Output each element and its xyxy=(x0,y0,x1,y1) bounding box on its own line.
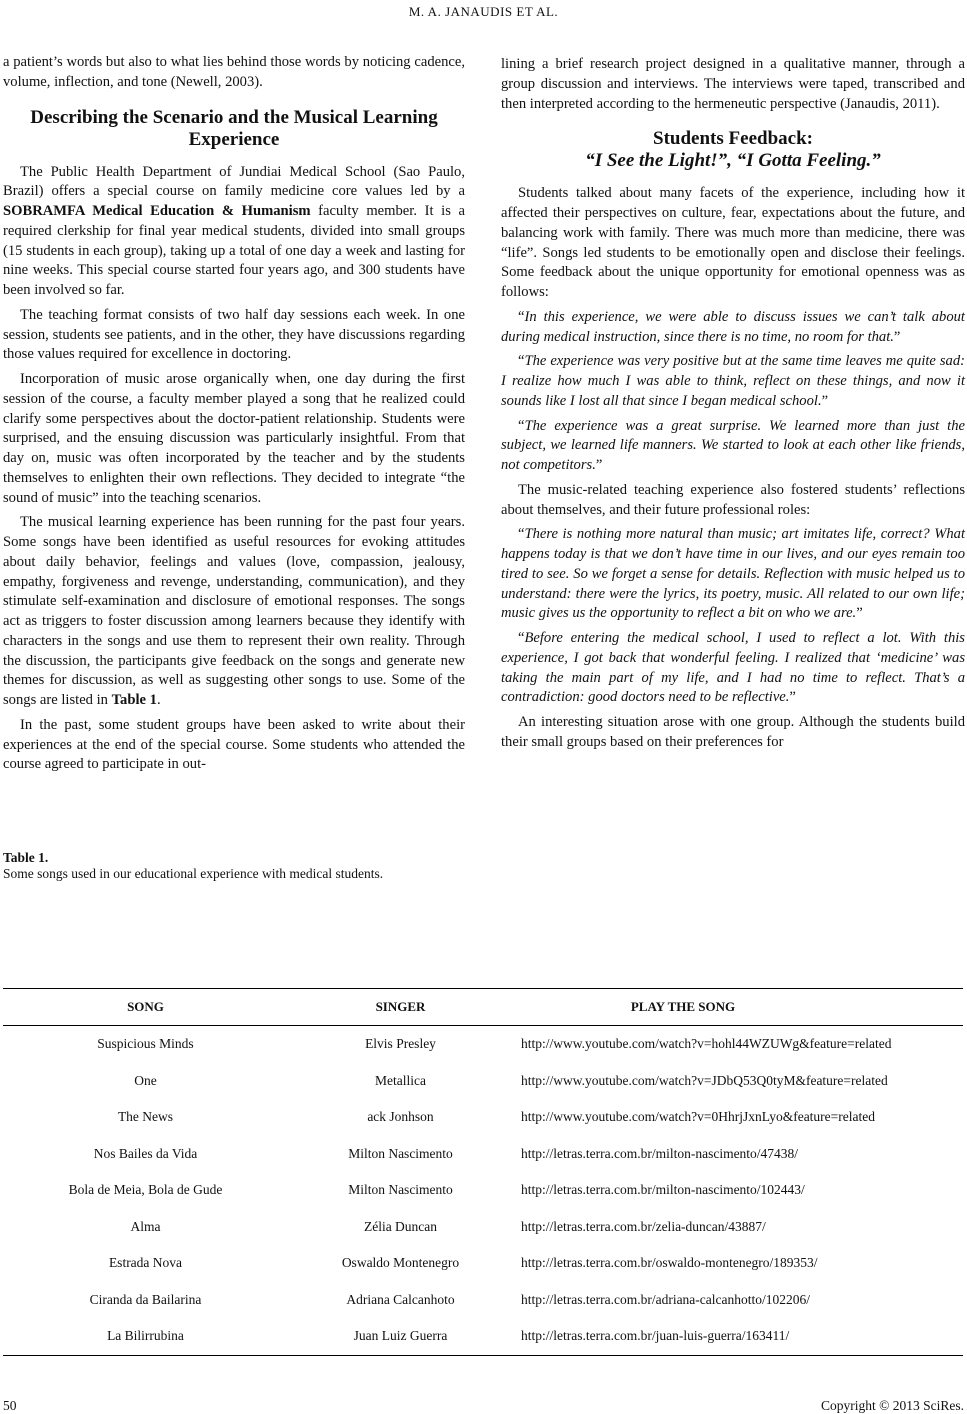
text-run: a patient’s words but also to what lies behind those words by noticing cadence, volume, inflection, and tone (Newell, 2003). xyxy=(3,54,465,90)
url-cell: http://letras.terra.com.br/zelia-duncan/43887/ xyxy=(521,1218,766,1234)
paragraph xyxy=(501,308,965,348)
text-run: ” xyxy=(893,328,901,345)
url-cell: http://letras.terra.com.br/juan-luis-guerra/163411/ xyxy=(521,1328,790,1344)
paragraph xyxy=(3,513,465,711)
url-cell: http://letras.terra.com.br/milton-nascimento/102443/ xyxy=(521,1182,805,1198)
text-run: “ xyxy=(518,526,525,543)
text-run: lining a brief research project designed in a qualitative manner, through a group discussion and interviews. The interviews were taped, transcribed and then interpreted according to the hermeneutic perspective (Janaudis, 2011). xyxy=(501,56,965,112)
left-column xyxy=(3,53,465,780)
text-run: Incorporation of music arose organically when, one day during the first session of the course, a faculty member played a song that he realized could clarify some perspectives about the doctor-patient relationship. Students were surprised, and the ensuing discussion was particularly insightful. From that day on, music was often incorporated by the teacher and by the students themselves to enlighten their own reflections. They decided to integrate “the sound of music” into the teaching scenarios. xyxy=(3,371,465,506)
table-row xyxy=(3,1318,963,1355)
text-run: Students Feedback: xyxy=(653,128,813,150)
table-label: Table 1. xyxy=(3,850,49,865)
url-cell: http://letras.terra.com.br/oswaldo-montenegro/189353/ xyxy=(521,1255,818,1271)
text-run: “I See the Light!”, “I Gotta Feeling.” xyxy=(585,150,881,172)
paragraph xyxy=(3,306,465,365)
section-heading xyxy=(3,107,465,151)
text-run: The experience was very positive but at the same time leaves me quite sad: I realize how much I was able to think, reflect on these things, and now it sounds like I lost all that since I began medical school. xyxy=(501,353,965,409)
text-run: ” xyxy=(821,392,829,409)
singer-cell: Zélia Duncan xyxy=(363,1218,438,1234)
table-row xyxy=(3,1209,963,1246)
text-run: ” xyxy=(789,689,796,706)
text-run: Describing the Scenario and the Musical Learning Experience xyxy=(30,106,438,150)
song-cell: Estrada Nova xyxy=(108,1255,183,1271)
paragraph xyxy=(501,481,965,521)
song-cell: La Bilirrubina xyxy=(107,1328,184,1344)
text-run: faculty member. It is a required clerkship for final year medical students, divided into small groups (15 students in each group), taking up a total of one day a week and lasting for nine weeks. This special course started four years ago, and 300 students have been involved so far. xyxy=(3,203,465,298)
url-cell: http://www.youtube.com/watch?v=hohl44WZUWg&feature=related xyxy=(521,1036,892,1052)
table-row xyxy=(3,1245,963,1282)
table-row xyxy=(3,1172,963,1209)
table-row xyxy=(3,1136,963,1173)
singer-cell: ack Jonhson xyxy=(367,1109,434,1125)
paragraph xyxy=(501,352,965,411)
song-cell: The News xyxy=(117,1109,174,1125)
text-run: An interesting situation arose with one group. Although the students build their small groups based on their preferences for xyxy=(501,714,965,750)
singer-cell: Juan Luiz Guerra xyxy=(353,1328,448,1344)
singer-cell: Oswaldo Montenegro xyxy=(341,1255,460,1271)
paragraph xyxy=(501,525,965,624)
singer-cell: Milton Nascimento xyxy=(348,1145,453,1161)
text-run: “ xyxy=(518,308,525,325)
paragraph xyxy=(3,163,465,301)
text-run: “ xyxy=(518,353,525,370)
text-run: Table 1 xyxy=(111,692,157,708)
singer-cell: Metallica xyxy=(375,1072,426,1088)
text-run: “ xyxy=(518,630,525,646)
song-cell: Ciranda da Bailarina xyxy=(89,1291,202,1307)
paragraph xyxy=(3,716,465,775)
paragraph xyxy=(3,53,465,93)
text-run: There is nothing more natural than music; art imitates life, correct? What happens today is that we don’t have time in our lives, and our eyes remain too tired to see. So we forget a sense for details. Reflection with music helped us to understand: there were the lyrics, its poetry, music. All related to our own life; music gives us the opportunity to reflect a bit on who we are. xyxy=(501,526,965,622)
table-row xyxy=(3,1026,963,1063)
table-row xyxy=(3,1063,963,1100)
page-number: 50 xyxy=(3,1398,17,1413)
text-run: In the past, some student groups have been asked to write about their experiences at the end of the special course. Some students who attended the course agreed to participate in out- xyxy=(3,716,465,773)
table-row xyxy=(3,1282,963,1319)
song-cell: Bola de Meia, Bola de Gude xyxy=(68,1182,223,1198)
text-run: SOBRAMFA Medical Education & Humanism xyxy=(3,203,311,219)
copyright: Copyright © 2013 SciRes. xyxy=(820,1398,964,1413)
singer-cell: Elvis Presley xyxy=(365,1036,436,1052)
song-cell: One xyxy=(134,1072,157,1088)
table-header-row xyxy=(3,989,963,1026)
paragraph xyxy=(3,370,465,508)
table-caption-text: Some songs used in our educational experience with medical students. xyxy=(3,866,384,881)
section-heading xyxy=(501,128,965,172)
text-run: The musical learning experience has been running for the past four years. Some songs have been identified as useful resources for evoking attitudes about daily behavior, feelings and values (love, compassion, jealousy, empathy, forgiveness and revenge, understanding, communication), and they stimulate self-examination and disclosure of emotional responses. The songs act as triggers to foster discussion among learners because they identify with characters in the songs and use them to represent their own reality. Through the discussion, the participants give feedback on the songs and generate new themes for discussion, as well as suggesting other songs to use. Some of the songs are listed in xyxy=(3,514,465,708)
text-run: Before entering the medical school, I used to reflect a lot. With this experience, I got back that wonderful feeling. I realized that ‘medicine’ was taking the main part of my life, and I had no time to reflect. That’s a contradiction: good doctors need to be reflective. xyxy=(501,630,965,706)
header-song: SONG xyxy=(127,999,164,1014)
text-run: In this experience, we were able to discuss issues we can’t talk about during medical instruction, since there is no time, no room for that. xyxy=(501,308,965,345)
singer-cell: Adriana Calcanhoto xyxy=(346,1291,455,1307)
paragraph xyxy=(501,417,965,476)
paragraph xyxy=(501,629,965,708)
singer-cell: Milton Nascimento xyxy=(348,1182,453,1198)
running-header: M. A. JANAUDIS ET AL. xyxy=(408,4,559,19)
right-column xyxy=(501,55,965,758)
text-run: ” xyxy=(595,457,603,473)
header-play: PLAY THE SONG xyxy=(630,999,736,1014)
table-body xyxy=(3,1026,963,1355)
url-cell: http://letras.terra.com.br/milton-nascimento/47438/ xyxy=(521,1145,799,1161)
text-run: ” xyxy=(856,605,863,622)
songs-table xyxy=(3,988,963,1356)
table-caption xyxy=(3,850,383,882)
song-cell: Suspicious Minds xyxy=(97,1036,194,1052)
text-run: The music-related teaching experience also fostered students’ reflections about themselves, and their future professional roles: xyxy=(501,481,965,518)
text-run: The experience was a great surprise. We learned more than just the subject, we learned life manners. We started to look at each other like friends, not competitors. xyxy=(501,417,965,473)
text-run: . xyxy=(156,692,161,708)
header-singer: SINGER xyxy=(375,999,426,1014)
song-cell: Alma xyxy=(130,1218,161,1234)
url-cell: http://www.youtube.com/watch?v=JDbQ53Q0tyM&feature=related xyxy=(521,1072,888,1088)
url-cell: http://letras.terra.com.br/adriana-calcanhotto/102206/ xyxy=(521,1291,811,1307)
text-run: The Public Health Department of Jundiai Medical School (Sao Paulo, Brazil) offers a special course on family medicine core values led by a xyxy=(3,163,465,200)
url-cell: http://www.youtube.com/watch?v=0HhrjJxnLyo&feature=related xyxy=(521,1109,876,1125)
paragraph xyxy=(501,55,965,114)
song-cell: Nos Bailes da Vida xyxy=(93,1145,198,1161)
paragraph xyxy=(501,184,965,303)
table-row xyxy=(3,1099,963,1136)
text-run: The teaching format consists of two half day sessions each week. In one session, students see patients, and in the other, they have discussions regarding those values required for excellence in doctoring. xyxy=(3,306,465,363)
text-run: Students talked about many facets of the experience, including how it affected their perspectives on culture, fear, expectations about the future, and balancing work with family. There was much more than medicine, there was “life”. Songs led students to be emotionally open and disclose their feelings. Some feedback about the unique opportunity for emotional openness was as follows: xyxy=(501,185,965,300)
text-run: “ xyxy=(518,417,525,434)
paragraph xyxy=(501,713,965,753)
